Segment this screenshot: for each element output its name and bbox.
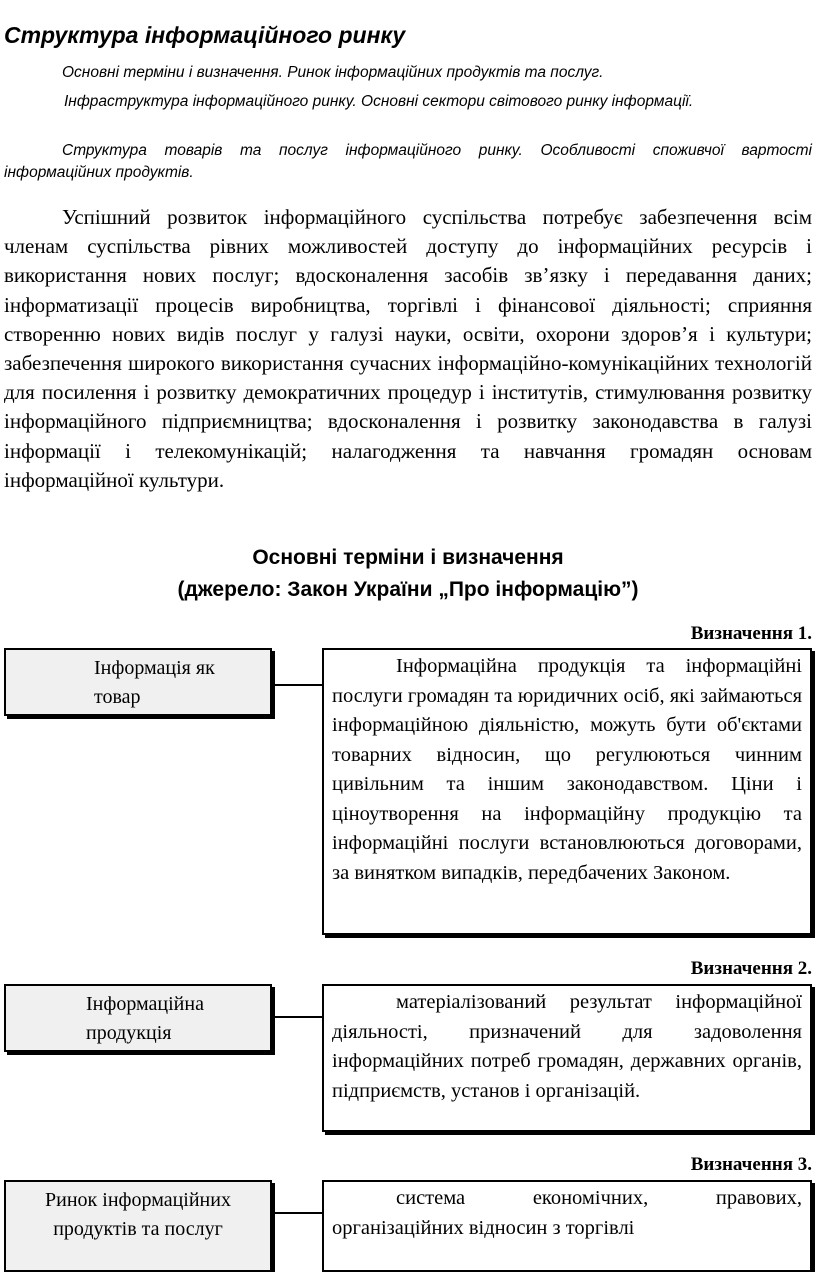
definition-text: система економічних, правових, організаційних відносин з торгівлі bbox=[332, 1187, 802, 1239]
topic-line: Інфраструктура інформаційного ринку. Основні сектори світового ринку інформації. bbox=[64, 93, 694, 110]
term-box bbox=[4, 648, 272, 716]
connector-line bbox=[272, 1212, 324, 1214]
document-title: Структура інформаційного ринку bbox=[4, 22, 406, 48]
definition-label: Визначення 1. bbox=[690, 623, 812, 644]
topic-line: Основні терміни і визначення. Ринок інформаційних продуктів та послуг. bbox=[62, 64, 604, 81]
definition-label: Визначення 2. bbox=[690, 958, 812, 979]
section-heading: Основні терміни і визначення bbox=[252, 546, 564, 569]
intro-paragraph: Успішний розвиток інформаційного суспільства потребує забезпечення всім членам суспільства рівних можливостей доступу до інформаційних ресурсів і використання нових послуг; вдосконалення засобів зв’язку і передавання даних; інформатизації процесів виробництва, торгівлі і фінансової діяльності; сприяння створенню нових видів послуг у галузі науки, освіти, охорони здоров’я і культури; забезпечення широкого використання сучасних інформаційно-комунікаційних технологій для посилення і розвитку демократичних процедур і інститутів, стимулювання розвитку інформаційного підприємництва; вдосконалення і розвитку законодавства в галузі інформації і телекомунікацій; налагодження та навчання громадян основам інформаційної культури. bbox=[4, 205, 812, 492]
definition-text: Інформаційна продукція та інформаційні послуги громадян та юридичних осіб, які займаються інформаційною діяльністю, можуть бути об'єктами товарних відносин, що регулюються чинним цивільним та іншим законодавством. Ціни і ціноутворення на інформаційну продукцію та інформаційні послуги встановлюються договорами, за винятком випадків, передбачених Законом. bbox=[332, 655, 802, 884]
definition-box bbox=[322, 648, 812, 935]
definition-box bbox=[322, 984, 812, 1132]
term-box bbox=[4, 984, 272, 1052]
term-text: Ринок інформаційних продуктів та послуг bbox=[45, 1189, 231, 1240]
connector-line bbox=[272, 684, 324, 686]
section-source: (джерело: Закон України „Про інформацію”) bbox=[177, 578, 639, 601]
term-box bbox=[4, 1180, 272, 1272]
term-text: Інформаційна продукція bbox=[86, 993, 204, 1044]
topic-line: Структура товарів та послуг інформаційного ринку. Особливості споживчої вартості інформаційних продуктів. bbox=[4, 142, 812, 181]
definition-box bbox=[322, 1180, 812, 1272]
definition-text: матеріалізований результат інформаційної діяльності, призначений для задоволення інформаційних потреб громадян, державних органів, підприємств, установ і організацій. bbox=[332, 991, 802, 1102]
term-text: Інформація як товар bbox=[94, 657, 215, 708]
definition-label: Визначення 3. bbox=[690, 1154, 812, 1175]
connector-line bbox=[272, 1016, 324, 1018]
